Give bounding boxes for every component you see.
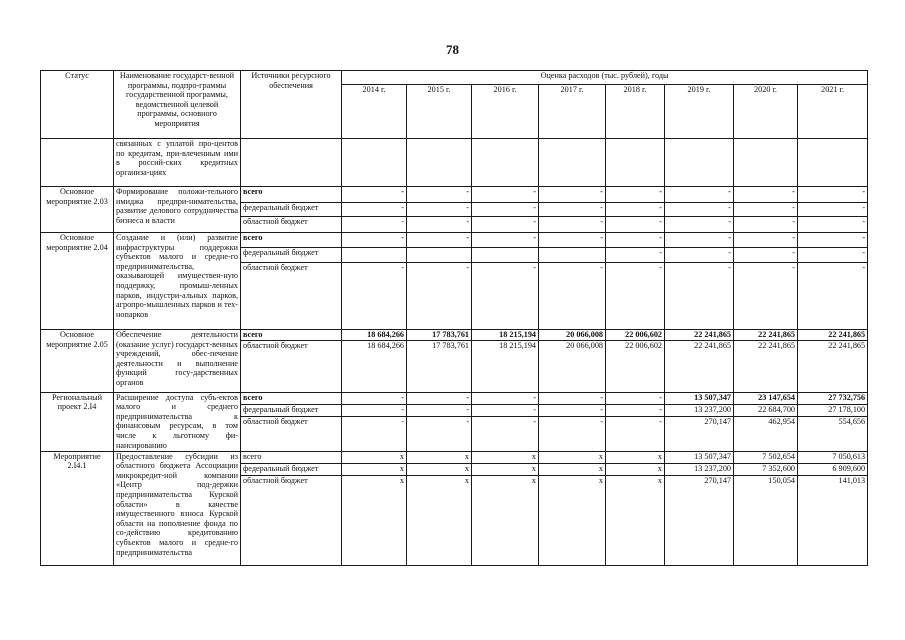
value-cell: -	[407, 187, 472, 203]
value-cell: 462,954	[734, 416, 798, 451]
value-cell	[342, 248, 407, 263]
value-cell: x	[342, 463, 407, 475]
value-cell: -	[342, 263, 407, 330]
value-cell: 23 147,654	[734, 392, 798, 404]
header-year: 2021 г.	[798, 85, 868, 139]
value-cell: -	[734, 187, 798, 203]
value-cell: 270,147	[665, 475, 734, 565]
table-body	[41, 139, 868, 566]
value-cell	[539, 139, 606, 187]
table-header	[41, 71, 868, 139]
value-cell: 17 783,761	[407, 330, 472, 341]
value-cell: -	[798, 217, 868, 233]
value-cell: -	[472, 404, 539, 416]
value-cell: -	[606, 416, 665, 451]
value-cell	[539, 248, 606, 263]
value-cell: 13 237,200	[665, 463, 734, 475]
header-status: Статус	[41, 71, 114, 139]
source-label: всего	[241, 451, 342, 463]
value-cell: -	[734, 203, 798, 217]
source-label: федеральный бюджет	[241, 463, 342, 475]
value-cell: -	[606, 217, 665, 233]
value-cell: 22 241,865	[798, 340, 868, 392]
value-cell: 22 684,700	[734, 404, 798, 416]
value-cell: 270,147	[665, 416, 734, 451]
measure-name: Предоставление субсидии из областного бюджета Ассоциации микрокредит-ной компании «Центр под-держки предпринимательства Курской области» в качестве имущественного взноса Курской области на пополнение фонда по со-действию кредитованию субъектов малого и средне-го предпринимательства	[114, 451, 241, 565]
header-year: 2020 г.	[734, 85, 798, 139]
value-cell: -	[606, 187, 665, 203]
value-cell: -	[798, 248, 868, 263]
source-label: федеральный бюджет	[241, 203, 342, 217]
value-cell: x	[606, 451, 665, 463]
value-cell: 13 237,200	[665, 404, 734, 416]
measure-name: Обеспечение деятельности (оказание услуг) государст-венных учреждений, обес-печение деятельности и выполнение функций госу-дарственных органов	[114, 330, 241, 393]
value-cell	[407, 248, 472, 263]
measure-status: Мероприятие 2.I4.1	[41, 451, 114, 565]
value-cell: -	[342, 217, 407, 233]
value-cell: -	[472, 263, 539, 330]
value-cell: x	[407, 451, 472, 463]
value-cell: 18 215,194	[472, 330, 539, 341]
source-label: областной бюджет	[241, 340, 342, 392]
value-cell: -	[539, 187, 606, 203]
value-cell: 22 241,865	[734, 340, 798, 392]
value-cell: -	[342, 233, 407, 248]
value-cell: 141,013	[798, 475, 868, 565]
value-cell: x	[539, 451, 606, 463]
value-cell: -	[472, 233, 539, 248]
value-cell: -	[798, 187, 868, 203]
value-cell: -	[665, 248, 734, 263]
measure-status: Основное мероприятие 2.04	[41, 233, 114, 330]
header-year: 2014 г.	[342, 85, 407, 139]
value-cell: 7 352,600	[734, 463, 798, 475]
value-cell: -	[665, 263, 734, 330]
value-cell: 7 502,654	[734, 451, 798, 463]
table-row	[41, 392, 868, 404]
value-cell: 18 215,194	[472, 340, 539, 392]
source-label: всего	[241, 233, 342, 248]
header-source: Источники ресурсного обеспечения	[241, 71, 342, 139]
table-row	[41, 187, 868, 203]
value-cell: x	[472, 451, 539, 463]
value-cell: x	[342, 475, 407, 565]
budget-table	[40, 70, 868, 566]
value-cell: 22 006,602	[606, 340, 665, 392]
status-cell	[41, 139, 114, 187]
value-cell: -	[407, 416, 472, 451]
value-cell: 22 006,602	[606, 330, 665, 341]
value-cell: 18 684,266	[342, 330, 407, 341]
value-cell: -	[734, 248, 798, 263]
value-cell: -	[539, 416, 606, 451]
value-cell: 27 178,100	[798, 404, 868, 416]
value-cell: 6 909,600	[798, 463, 868, 475]
value-cell: -	[539, 392, 606, 404]
value-cell: -	[665, 217, 734, 233]
value-cell: 22 241,865	[665, 330, 734, 341]
value-cell: -	[734, 263, 798, 330]
value-cell: x	[472, 463, 539, 475]
measure-status: Основное мероприятие 2.05	[41, 330, 114, 393]
header-year: 2018 г.	[606, 85, 665, 139]
header-year: 2015 г.	[407, 85, 472, 139]
measure-name: Формирование положи-тельного имиджа предпри-нимательства, развитие делового сотрудничества бизнеса и власти	[114, 187, 241, 233]
source-label: областной бюджет	[241, 263, 342, 330]
value-cell: -	[407, 404, 472, 416]
value-cell: 7 050,613	[798, 451, 868, 463]
value-cell: -	[407, 203, 472, 217]
source-label: федеральный бюджет	[241, 404, 342, 416]
value-cell: -	[606, 233, 665, 248]
source-cell	[241, 139, 342, 187]
header-name: Наименование государст-венной программы, подпро-граммы государственной программы, ведомственной целевой программы, основного мероприятия	[114, 71, 241, 139]
value-cell: -	[734, 217, 798, 233]
value-cell: -	[342, 404, 407, 416]
source-label: федеральный бюджет	[241, 248, 342, 263]
value-cell: 20 066,008	[539, 340, 606, 392]
value-cell: -	[342, 187, 407, 203]
value-cell: -	[798, 233, 868, 248]
source-label: областной бюджет	[241, 475, 342, 565]
header-year: 2016 г.	[472, 85, 539, 139]
value-cell: -	[734, 233, 798, 248]
source-label: областной бюджет	[241, 217, 342, 233]
value-cell: x	[606, 475, 665, 565]
header-year: 2017 г.	[539, 85, 606, 139]
value-cell: -	[407, 263, 472, 330]
table-row	[41, 330, 868, 341]
value-cell	[472, 139, 539, 187]
value-cell: x	[407, 463, 472, 475]
value-cell: -	[539, 404, 606, 416]
value-cell: 150,054	[734, 475, 798, 565]
value-cell: 13 507,347	[665, 451, 734, 463]
value-cell: x	[407, 475, 472, 565]
value-cell: -	[407, 233, 472, 248]
continuation-text: связанных с уплатой про-центов по кредитам, при-влеченным ими в россий-ских кредитных организа-циях	[114, 139, 241, 187]
value-cell: x	[539, 475, 606, 565]
value-cell: 22 241,865	[798, 330, 868, 341]
value-cell: -	[472, 203, 539, 217]
measure-status: Основное мероприятие 2.03	[41, 187, 114, 233]
table-row	[41, 233, 868, 248]
value-cell	[407, 139, 472, 187]
value-cell: x	[606, 463, 665, 475]
value-cell: 22 241,865	[665, 340, 734, 392]
value-cell: -	[665, 203, 734, 217]
value-cell: -	[472, 217, 539, 233]
value-cell	[342, 139, 407, 187]
value-cell: 27 732,756	[798, 392, 868, 404]
value-cell: -	[606, 203, 665, 217]
value-cell: -	[539, 203, 606, 217]
value-cell: -	[539, 263, 606, 330]
measure-status: Региональный проект 2.I4	[41, 392, 114, 451]
value-cell: -	[539, 233, 606, 248]
source-label: всего	[241, 330, 342, 341]
value-cell: x	[539, 463, 606, 475]
value-cell: -	[665, 233, 734, 248]
value-cell: -	[472, 416, 539, 451]
source-label: областной бюджет	[241, 416, 342, 451]
value-cell: -	[342, 392, 407, 404]
value-cell: 20 066,008	[539, 330, 606, 341]
value-cell: -	[665, 187, 734, 203]
value-cell: -	[798, 203, 868, 217]
value-cell: -	[606, 392, 665, 404]
source-label: всего	[241, 392, 342, 404]
header-year: 2019 г.	[665, 85, 734, 139]
value-cell: 17 783,761	[407, 340, 472, 392]
value-cell: x	[472, 475, 539, 565]
value-cell: -	[407, 217, 472, 233]
value-cell: -	[606, 404, 665, 416]
value-cell: 13 507,347	[665, 392, 734, 404]
value-cell: 22 241,865	[734, 330, 798, 341]
table-row	[41, 139, 868, 187]
measure-name: Расширение доступа субъ-ектов малого и среднего предпринимательства к финансовым ресурсам, в том числе к льготному фи-нансированию	[114, 392, 241, 451]
value-cell: -	[539, 217, 606, 233]
source-label: всего	[241, 187, 342, 203]
value-cell: -	[342, 203, 407, 217]
value-cell: -	[472, 392, 539, 404]
value-cell: -	[342, 416, 407, 451]
value-cell: x	[342, 451, 407, 463]
value-cell	[606, 139, 665, 187]
table-row	[41, 451, 868, 463]
value-cell: -	[798, 263, 868, 330]
value-cell	[798, 139, 868, 187]
value-cell	[472, 248, 539, 263]
value-cell	[734, 139, 798, 187]
value-cell: -	[606, 263, 665, 330]
header-estimate: Оценка расходов (тыс. рублей), годы	[342, 71, 868, 85]
page-number: 78	[446, 42, 459, 57]
value-cell: -	[407, 392, 472, 404]
value-cell: 554,656	[798, 416, 868, 451]
value-cell: 18 684,266	[342, 340, 407, 392]
value-cell: -	[606, 248, 665, 263]
value-cell: -	[472, 187, 539, 203]
value-cell	[665, 139, 734, 187]
measure-name: Создание и (или) развитие инфраструктуры поддержки субъектов малого и средне-го предпринимательства, оказывающей имуществен-ную поддержку, промыш-ленных парков, индустри-альных парков, агропро-мышленных парков и тех-нопарков	[114, 233, 241, 330]
